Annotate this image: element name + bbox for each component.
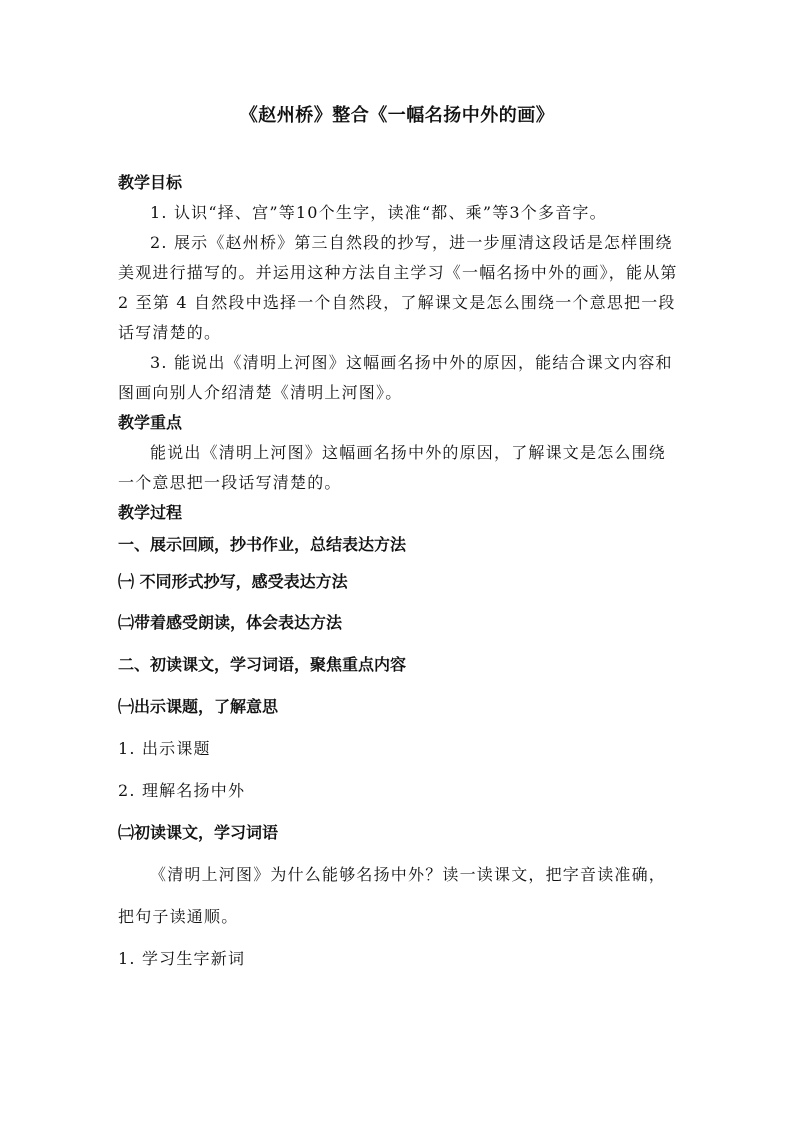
section-2-2-heading: ㈡初读课文，学习词语 xyxy=(118,823,279,842)
section-1-1-heading: ㈠ 不同形式抄写，感受表达方法 xyxy=(118,572,348,591)
section-1-2-heading: ㈡带着感受朗读，体会表达方法 xyxy=(118,613,343,632)
section-2-2-text: 《清明上河图》为什么能够名扬中外？读一读课文，把字音读准确，把句子读通顺。 xyxy=(118,865,667,926)
objectives-heading: 教学目标 xyxy=(118,173,183,192)
objective-1: 1. 认识“择、宫”等10个生字，读准“都、乘”等3个多音字。 xyxy=(150,203,607,222)
document-body xyxy=(118,168,678,980)
section-2-heading: 二、初读课文，学习词语，聚焦重点内容 xyxy=(118,655,407,674)
section-2-1-heading: ㈠出示课题，了解意思 xyxy=(118,697,279,716)
objective-2: 2. 展示《赵州桥》第三自然段的抄写，进一步厘清这段话是怎样围绕美观进行描写的。并运用这种方法自主学习《一幅名扬中外的画》，能从第 2 至第 4 自然段中选择一个自然段，了解课文是怎么围绕一个意思把一段话写清楚的。 xyxy=(118,233,678,342)
focus-heading: 教学重点 xyxy=(118,413,183,432)
section-2-1-item-1: 1. 出示课题 xyxy=(118,739,211,758)
page-title: 《赵州桥》整合《一幅名扬中外的画》 xyxy=(239,105,555,126)
focus-text: 能说出《清明上河图》这幅画名扬中外的原因，了解课文是怎么围绕一个意思把一段话写清楚的。 xyxy=(118,443,667,492)
section-1-heading: 一、展示回顾，抄书作业，总结表达方法 xyxy=(118,535,407,554)
section-2-2-item-1: 1. 学习生字新词 xyxy=(118,949,246,968)
objective-3: 3. 能说出《清明上河图》这幅画名扬中外的原因，能结合课文内容和图画向别人介绍清楚《清明上河图》。 xyxy=(118,353,673,402)
process-heading: 教学过程 xyxy=(118,503,183,522)
section-2-1-item-2: 2. 理解名扬中外 xyxy=(118,781,246,800)
